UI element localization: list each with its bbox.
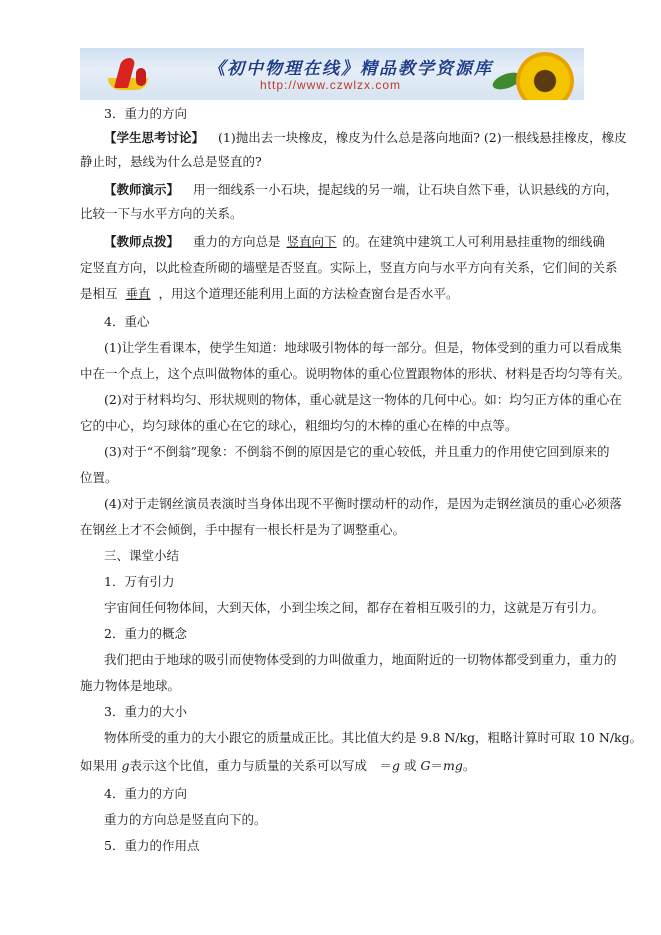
- symbol-G: G: [420, 758, 431, 773]
- text-span: (1)抛出去一块橡皮，橡皮为什么总是落向地面? (2)一根线悬挂橡皮，橡皮: [218, 130, 627, 145]
- label-teacher-hint: 【教师点拨】: [104, 234, 180, 249]
- section-heading: 三、课堂小结: [104, 548, 180, 563]
- paragraph-line: (4)对于走钢丝演员表演时当身体出现不平衡时摆动杆的动作，是因为走钢丝演员的重心必须落: [104, 496, 622, 511]
- section-heading: 3．重力的大小: [104, 704, 187, 719]
- sunflower-icon: [516, 52, 574, 100]
- paragraph-line: 宇宙间任何物体间，大到天体，小到尘埃之间，都存在着相互吸引的力，这就是万有引力。: [104, 600, 605, 615]
- text-span: 重力的方向总是: [193, 234, 281, 249]
- section-heading: 1．万有引力: [104, 574, 175, 589]
- label-teacher-demo: 【教师演示】: [104, 182, 180, 197]
- text-span: 表示这个比值，重力与质量的关系可以写成 ＝: [129, 758, 393, 773]
- text-span: 是相互: [80, 286, 118, 301]
- site-url[interactable]: http://www.czwlzx.com: [260, 78, 402, 92]
- section-heading: 3．重力的方向: [104, 106, 187, 121]
- text-span: ＝: [430, 758, 444, 773]
- paragraph-line: [104, 130, 627, 146]
- blank-answer: 竖直向下: [286, 234, 337, 249]
- paragraph-line: [80, 758, 475, 774]
- paragraph-line: 在钢丝上才不会倾倒，手中握有一根长杆是为了调整重心。: [80, 522, 406, 537]
- paragraph-line: 它的中心，均匀球体的重心在它的球心，粗细均匀的木棒的重心在棒的中点等。: [80, 418, 518, 433]
- header-banner: [80, 48, 584, 100]
- section-heading: 4．重力的方向: [104, 786, 187, 801]
- paragraph-line: 位置。: [80, 470, 118, 485]
- text-span: ，用这个道理还能利用上面的方法检查窗台是否水平。: [158, 286, 459, 301]
- blank-answer: 垂直: [125, 286, 151, 301]
- text-span: 如果用: [80, 758, 118, 773]
- paragraph-line: 重力的方向总是竖直向下的。: [104, 812, 267, 827]
- paragraph-line: 我们把由于地球的吸引而使物体受到的力叫做重力，地面附近的一切物体都受到重力，重力的: [104, 652, 617, 667]
- paragraph-line: 中在一个点上，这个点叫做物体的重心。说明物体的重心位置跟物体的形状、材料是否均匀等有关。: [80, 366, 631, 381]
- symbol-mg: mg: [443, 758, 463, 773]
- text-span: 或: [404, 758, 417, 773]
- paragraph-line: (3)对于“不倒翁”现象：不倒翁不倒的原因是它的重心较低，并且重力的作用使它回到原来的: [104, 444, 610, 459]
- logo-flame-small-icon: [136, 68, 146, 86]
- section-heading: 4．重心: [104, 314, 150, 329]
- symbol-g: g: [392, 758, 401, 773]
- section-heading: 5．重力的作用点: [104, 838, 200, 853]
- paragraph-line: 定竖直方向，以此检查所砌的墙壁是否竖直。实际上，竖直方向与水平方向有关系，它们间的关系: [80, 260, 618, 275]
- site-title: 《初中物理在线》精品教学资源库: [208, 59, 493, 79]
- paragraph-line: [104, 234, 605, 250]
- paragraph-line: [104, 182, 618, 198]
- paragraph-line: (2)对于材料均匀、形状规则的物体，重心就是这一物体的几何中心。如：均匀正方体的重心在: [104, 392, 622, 407]
- paragraph-line: 物体所受的重力的大小跟它的质量成正比。其比值大约是 9.8 N/kg，粗略计算时可取 10 N/kg。: [104, 730, 643, 745]
- text-span: 用一细线系一小石块，提起线的另一端，让石块自然下垂，认识悬线的方向，: [193, 182, 619, 197]
- paragraph-line: (1)让学生看课本，使学生知道：地球吸引物体的每一部分。但是，物体受到的重力可以看成集: [104, 340, 622, 355]
- text-span: 。: [462, 758, 476, 773]
- paragraph-line: 静止时，悬线为什么总是竖直的?: [80, 154, 262, 169]
- text-span: 的。在建筑中建筑工人可利用悬挂重物的细线确: [342, 234, 606, 249]
- symbol-g: g: [121, 758, 130, 773]
- paragraph-line: 比较一下与水平方向的关系。: [80, 206, 243, 221]
- section-heading: 2．重力的概念: [104, 626, 187, 641]
- paragraph-line: 施力物体是地球。: [80, 678, 181, 693]
- paragraph-line: [80, 286, 459, 302]
- label-student-discussion: 【学生思考讨论】: [104, 130, 205, 145]
